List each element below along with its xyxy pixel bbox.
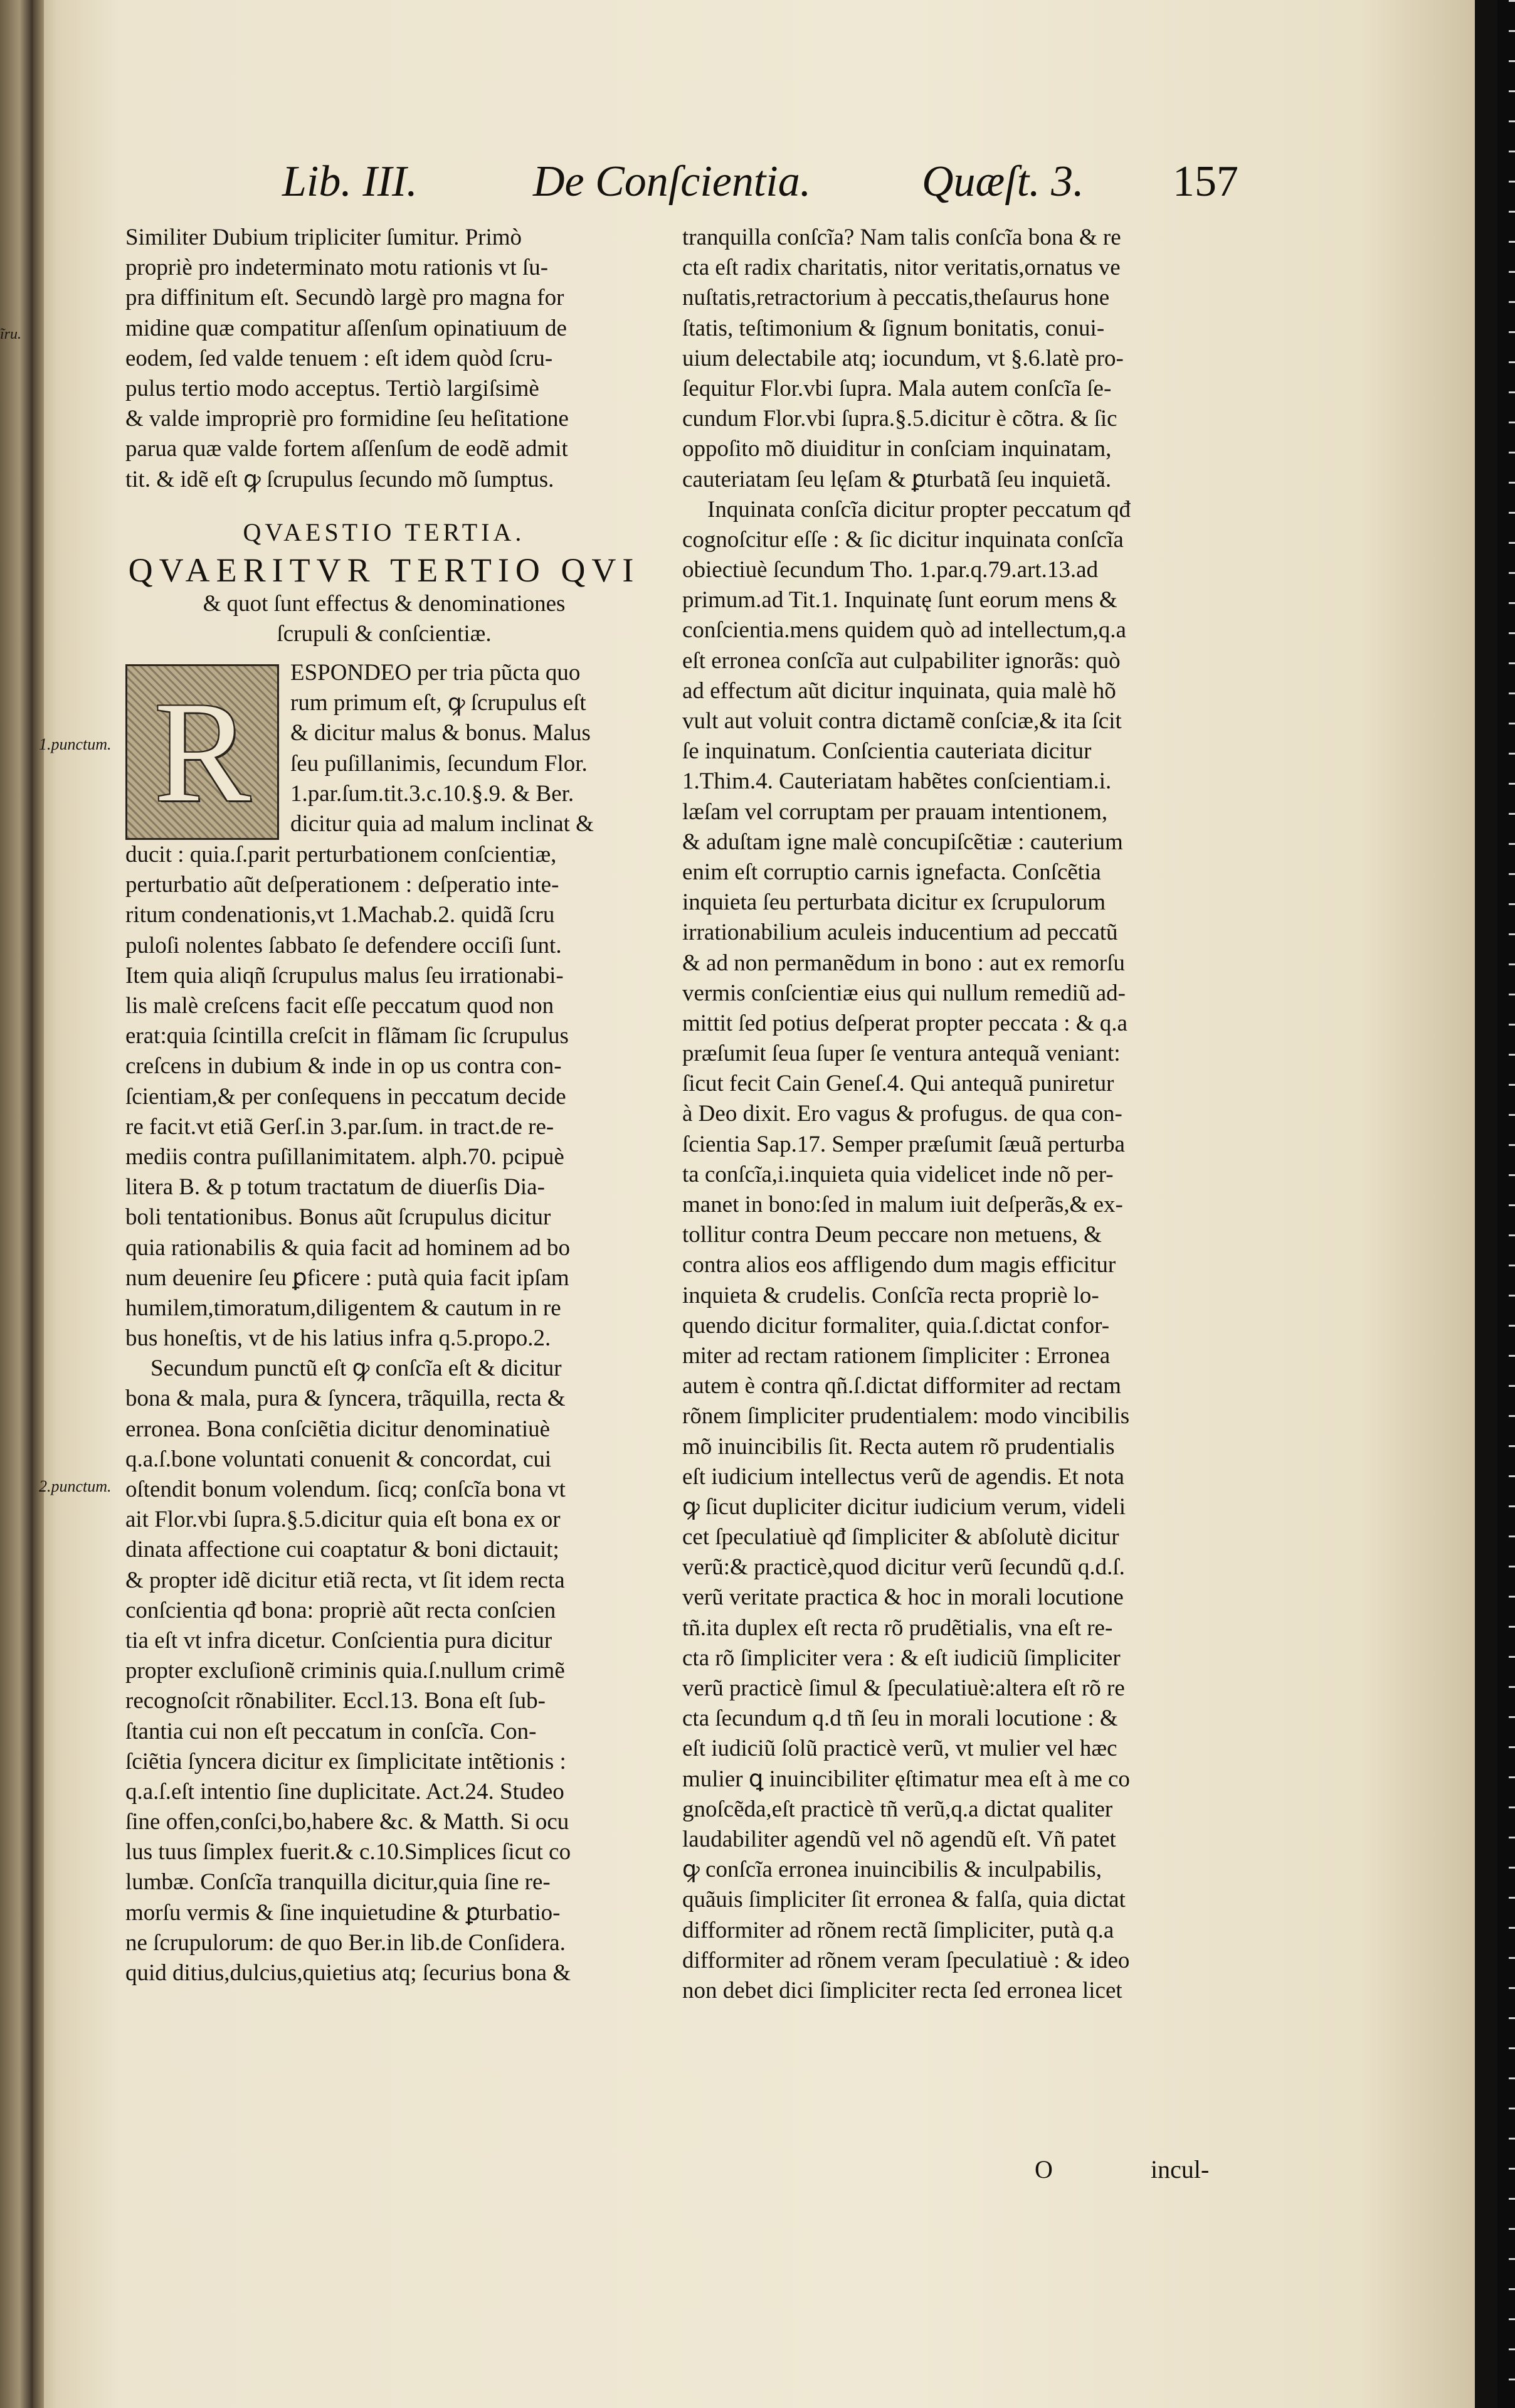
text-line: inquieta ſeu perturbata dicitur ex ſcrupulorum (682, 889, 1106, 916)
text-line: dinata affectione cui coaptatur & boni dictauit; (125, 1537, 559, 1563)
text-line: litera B. & p totum tractatum de diuerſis Dia- (125, 1174, 545, 1201)
text-line: erronea. Bona conſciẽtia dicitur denominatiuè (125, 1416, 551, 1442)
text-line: oſtendit bonum volendum. ſicq; conſcĩa bona vt (125, 1477, 566, 1502)
text-line: enim eſt corruptio carnis ignefacta. Conſcẽtia (682, 859, 1101, 885)
drop-cap-paragraph (125, 658, 643, 840)
margin-note-1: 1.punctum. (39, 735, 112, 753)
text-line: præſumit ſeua ſuper ſe ventura antequã veniant: (682, 1041, 1121, 1067)
text-line: obiectiuè ſecundum Tho. 1.par.q.79.art.13.ad (682, 557, 1099, 583)
text-line: tia eſt vt infra dicetur. Conſcientia pura dicitur (125, 1627, 552, 1653)
text-line: pra diffinitum eſt. Secundò largè pro magna for (125, 285, 564, 311)
text-line: tit. & idẽ eſt ꝙ ſcrupulus ſecundo mõ ſumptus. (125, 466, 554, 492)
text-line: ꝙ ſicut dupliciter dicitur iudicium verum, videli (682, 1493, 1126, 1520)
text-line: ſequitur Flor.vbi ſupra. Mala autem conſcĩa ſe- (682, 375, 1112, 401)
text-line: manet in bono:ſed in malum iuit deſperãs,& ex- (682, 1192, 1123, 1217)
text-line: bus honeſtis, vt de his latius infra q.5.propo.2. (125, 1325, 551, 1352)
text-line: pulus tertio modo acceptus. Tertiò largiſsimè (125, 375, 539, 401)
text-line: humilem,timoratum,diligentem & cautum in re (125, 1295, 561, 1321)
text-line: mõ inuincibilis ſit. Recta autem rõ prudentialis (682, 1433, 1115, 1460)
previous-page-edge (0, 0, 33, 2408)
text-line: lus tuus ſimplex fuerit.& c.10.Simplices ſicut co (125, 1839, 571, 1865)
text-line: cta rõ ſimpliciter vera : & eſt iudiciũ ſimpliciter (682, 1645, 1121, 1671)
quaestio-subtitle-2: ſcrupuli & conſcientiæ. (277, 620, 492, 647)
text-line: midine quæ compatitur aſſenſum opinatiuum de (125, 315, 567, 341)
margin-note-2: 2.punctum. (39, 1477, 112, 1495)
text-line: & dicitur malus & bonus. Malus (290, 720, 591, 746)
text-line: rõnem ſimpliciter prudentialem: modo vincibilis (682, 1403, 1130, 1429)
text-line: quid ditius,dulcius,quietius atq; ſecurius bona & (125, 1960, 571, 1986)
text-line: ta conſcĩa,i.inquieta quia videlicet inde nõ per- (682, 1161, 1114, 1187)
text-line: ſtantia cui non eſt peccatum in conſcĩa. Con- (125, 1718, 537, 1744)
text-line: bona & mala, pura & ſyncera, trãquilla, recta & (125, 1386, 566, 1412)
text-line: cta ſecundum q.d tñ ſeu in morali locutione : & (682, 1705, 1118, 1732)
text-line: propriè pro indeterminato motu rationis vt ſu- (125, 255, 549, 281)
text-line: cauteriatam ſeu lęſam & ꝑturbatã ſeu inquietã. (682, 466, 1112, 492)
text-line: cta eſt radix charitatis, nitor veritatis,ornatus ve (682, 255, 1121, 281)
text-line: recognoſcit rõnabiliter. Eccl.13. Bona eſt ſub- (125, 1688, 546, 1714)
text-line: creſcens in dubium & inde in op us contra con- (125, 1053, 562, 1079)
text-line: ne ſcrupulorum: de quo Ber.in lib.de Conſidera. (125, 1929, 566, 1956)
scale-ruler (1497, 0, 1515, 2408)
page-gutter (33, 0, 44, 2408)
text-line: miter ad rectam rationem ſimpliciter : Erronea (682, 1342, 1111, 1369)
text-line: cet ſpeculatiuè qđ ſimpliciter & abſolutè dicitur (682, 1524, 1119, 1551)
text-line: quendo dicitur formaliter, quia.ſ.dictat confor- (682, 1312, 1110, 1339)
text-line: ꝙ conſcĩa erronea inuincibilis & inculpabilis, (682, 1857, 1102, 1883)
text-line: mediis contra puſillanimitatem. alph.70. pcipuè (125, 1143, 564, 1170)
text-line: & ad non permanẽdum in bono : aut ex remorſu (682, 950, 1125, 976)
text-line: ſtatis, teſtimonium & ſignum bonitatis, conui- (682, 315, 1105, 341)
text-line: Inquinata conſcĩa dicitur propter peccatum qđ (707, 496, 1131, 522)
left-column (125, 223, 643, 1988)
text-line: mulier ꝗ inuincibiliter ęſtimatur mea eſt à me co (682, 1766, 1130, 1792)
text-line: num deuenire ſeu ꝑficere : putà quia facit ipſam (125, 1265, 569, 1291)
text-line: contra alios eos affligendo dum magis efficitur (682, 1252, 1116, 1278)
text-line: mittit ſed potius deſperat propter peccata : & q.a (682, 1010, 1127, 1036)
text-line: q.a.ſ.bone voluntati conuenit & concordat, cui (125, 1446, 552, 1472)
text-line: læſam vel corruptam per prauam intentionem, (682, 798, 1108, 825)
running-head-title: De Conſcientia. (533, 157, 811, 206)
text-line: non debet dici ſimpliciter recta ſed erronea licet (682, 1977, 1122, 2003)
text-line: ſicut fecit Cain Geneſ.4. Qui antequã puniretur (682, 1071, 1114, 1097)
catchword: incul- (1151, 2155, 1210, 2183)
text-line: propter excluſionẽ criminis quia.ſ.nullum crimẽ (125, 1658, 565, 1684)
text-line: verũ:& practicè,quod dicitur verũ ſecundũ q.d.ſ. (682, 1554, 1125, 1581)
text-line: ſcientiam,& per conſequens in peccatum decide (125, 1083, 566, 1110)
text-line: ait Flor.vbi ſupra.§.5.dicitur quia eſt bona ex or (125, 1507, 561, 1533)
text-line: & aduſtam igne malè concupiſcẽtiæ : cauterium (682, 829, 1123, 855)
text-line: laudabiliter agendũ vel nõ agendũ eſt. Vñ patet (682, 1826, 1116, 1852)
text-line: ESPONDEO per tria pũcta quo (290, 660, 581, 686)
running-head-book: Lib. III. (282, 157, 418, 206)
text-line: eſt iudiciũ ſolũ practicè verũ, vt mulier vel hæc (682, 1736, 1117, 1762)
signature-mark: O (1035, 2155, 1053, 2183)
text-line: lis malè creſcens facit eſſe peccatum quod non (125, 993, 554, 1019)
historiated-initial (125, 664, 279, 840)
page-number: 157 (1173, 157, 1238, 206)
text-line: cundum Flor.vbi ſupra.§.5.dicitur è cõtra. & ſic (682, 406, 1117, 432)
quaestio-subtitle-1: & quot ſunt effectus & denominationes (203, 590, 566, 617)
text-line: primum.ad Tit.1. Inquinatę ſunt eorum mens & (682, 587, 1117, 613)
text-line: boli tentationibus. Bonus aũt ſcrupulus dicitur (125, 1204, 551, 1231)
text-line: lumbæ. Conſcĩa tranquilla dicitur,quia ſine re- (125, 1869, 551, 1896)
text-line: Secundum punctũ eſt ꝙ conſcĩa eſt & dicitur (150, 1355, 562, 1382)
text-line: ducit : quia.ſ.parit perturbationem conſcientiæ, (125, 842, 557, 868)
text-line: difformiter ad rõnem rectã ſimpliciter, putà q.a (682, 1917, 1114, 1943)
quaestio-title: QVAERITVR TERTIO QVI (128, 551, 640, 589)
text-line: quia rationabilis & quia facit ad hominem ad bo (125, 1234, 570, 1261)
text-line: verũ veritate practica & hoc in morali locutione (682, 1584, 1124, 1611)
running-head (282, 154, 1267, 210)
text-line: à Deo dixit. Ero vagus & profugus. de qua con- (682, 1101, 1122, 1127)
text-line: parua quæ valde fortem aſſenſum de eodẽ admit (125, 436, 568, 462)
quaestio-heading: QVAESTIO TERTIA. (243, 517, 525, 546)
left-edge-note: ĩru. (0, 326, 22, 342)
ruler-ticks (1509, 0, 1515, 2408)
text-line: rum primum eſt, ꝙ ſcrupulus eſt (290, 690, 586, 716)
text-line: vermis conſcientiæ eius qui nullum remediũ ad- (682, 980, 1126, 1006)
text-line: puloſi nolentes ſabbato ſe defendere occiſi ſunt. (125, 932, 562, 958)
initial-letter: R (154, 672, 251, 832)
text-line: dicitur quia ad malum inclinat & (290, 811, 594, 837)
text-line: q.a.ſ.eſt intentio ſine duplicitate. Act.24. Studeo (125, 1778, 564, 1805)
text-line: vult aut voluit contra dictamẽ conſciæ,& ita ſcit (682, 708, 1122, 734)
text-line: irrationabilium aculeis inducentium ad peccatũ (682, 920, 1118, 946)
text-line: ſciẽtia ſyncera dicitur ex ſimplicitate intẽtionis : (125, 1748, 566, 1774)
text-line: eſt erronea conſcĩa aut culpabiliter ignorãs: quò (682, 647, 1121, 674)
text-line: tñ.ita duplex eſt recta rõ prudẽtialis, vna eſt re- (682, 1615, 1113, 1641)
text-line: uium delectabile atq; iocundum, vt §.6.latè pro- (682, 345, 1124, 371)
text-line: 1.par.ſum.tit.3.c.10.§.9. & Ber. (290, 780, 574, 807)
text-line: & valde impropriè pro formidine ſeu heſitatione (125, 406, 569, 432)
text-line: inquieta & crudelis. Conſcĩa recta propriè lo- (682, 1282, 1099, 1308)
text-line: ſcientia Sap.17. Semper præſumit ſæuã perturba (682, 1131, 1125, 1157)
catchwords (1035, 2155, 1267, 2186)
text-line: gnoſcẽda,eſt practicè tñ verũ,q.a dictat qualiter (682, 1796, 1113, 1822)
text-line: conſcientia qđ bona: propriè aũt recta conſcien (125, 1597, 556, 1623)
text-line: re facit.vt etiã Gerſ.in 3.par.ſum. in tract.de re- (125, 1113, 554, 1140)
left-column-opening (125, 223, 643, 495)
text-line: nuſtatis,retractorium à peccatis,theſaurus hone (682, 285, 1110, 311)
text-line: ad effectum aũt dicitur inquinata, quia malè hõ (682, 677, 1116, 704)
text-line: quãuis ſimpliciter ſit erronea & falſa, quia dictat (682, 1887, 1126, 1913)
text-line: Similiter Dubium tripliciter ſumitur. Primò (125, 225, 522, 250)
text-line: tollitur contra Deum peccare non metuens, & (682, 1222, 1102, 1248)
text-line: eſt iudicium intellectus verũ de agendis. Et nota (682, 1463, 1124, 1490)
text-line: conſcientia.mens quidem quò ad intellectum,q.a (682, 617, 1126, 644)
text-line: tranquilla conſcĩa? Nam talis conſcĩa bona & re (682, 225, 1121, 250)
text-line: ritum condenationis,vt 1.Machab.2. quidã ſcru (125, 902, 555, 928)
text-line: Item quia aliqñ ſcrupulus malus ſeu irrationabi- (125, 962, 564, 989)
text-line: cognoſcitur eſſe : & ſic dicitur inquinata conſcĩa (682, 526, 1124, 553)
text-line: perturbatio aũt deſperationem : deſperatio inte- (125, 872, 559, 898)
text-line: difformiter ad rõnem veram ſpeculatiuè : & ideo (682, 1947, 1130, 1973)
drop-cap-lines (290, 658, 643, 840)
right-column-body (682, 223, 1267, 2006)
text-line: oppoſito mõ diuiditur in conſciam inquinatam, (682, 436, 1112, 462)
text-line: erat:quia ſcintilla creſcit in flãmam ſic ſcrupulus (125, 1023, 569, 1049)
text-line: 1.Thim.4. Cauteriatam habẽtes conſcientiam.i. (682, 768, 1112, 795)
text-line: morſu vermis & ſine inquietudine & ꝑturbatio- (125, 1899, 561, 1926)
running-head-quaestio: Quæſt. 3. (922, 157, 1084, 206)
text-line: ſine offen,conſci,bo,habere &c. & Matth. Si ocu (125, 1809, 569, 1835)
text-line: eodem, ſed valde tenuem : eſt idem quòd ſcru- (125, 345, 553, 371)
text-line: ſe inquinatum. Conſcientia cauteriata dicitur (682, 738, 1092, 765)
text-line: ſeu puſillanimis, ſecundum Flor. (290, 750, 588, 777)
left-column-body (125, 840, 643, 1988)
text-line: & propter idẽ dicitur etiã recta, vt ſit idem recta (125, 1567, 565, 1593)
text-line: autem è contra qñ.ſ.dictat difformiter ad rectam (682, 1373, 1121, 1399)
text-line: verũ practicè ſimul & ſpeculatiuè:altera eſt rõ re (682, 1675, 1125, 1701)
right-column (682, 223, 1267, 2006)
